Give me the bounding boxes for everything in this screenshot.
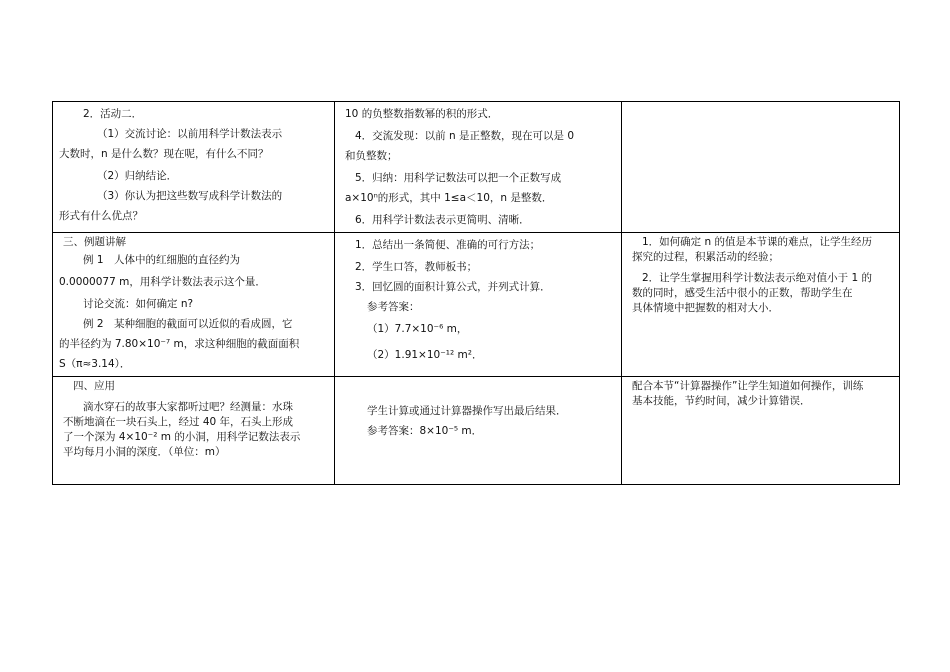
text-line: 10 的负整数指数幂的积的形式． — [345, 108, 499, 120]
section-heading: 四、应用 — [73, 380, 115, 392]
text-line: 滴水穿石的故事大家都听过吧？经测量：水珠 — [83, 401, 293, 413]
design-intent-cell — [622, 377, 900, 485]
text-line: 例 1 人体中的红细胞的直径约为 — [83, 254, 241, 266]
table-row — [53, 377, 900, 485]
lesson-plan-table — [52, 101, 900, 485]
text-line: 数的同时，感受生活中很小的正数，帮助学生在 — [632, 287, 853, 299]
text-line: 2．活动二． — [83, 108, 143, 120]
text-line: 4．交流发现：以前 n 是正整数，现在可以是 0 — [355, 130, 575, 142]
text-line: 参考答案： — [367, 301, 420, 313]
text-line: 形式有什么优点？ — [59, 210, 143, 222]
text-line: 配合本节“计算器操作”让学生知道如何操作，训练 — [632, 380, 864, 392]
text-line: 例 2 某种细胞的截面可以近似的看成圆，它 — [83, 318, 293, 330]
text-line: （2）归纳结论． — [97, 170, 178, 182]
example-cell — [53, 233, 335, 377]
text-line: 和负整数； — [345, 150, 398, 162]
design-intent-cell — [622, 102, 900, 233]
text-line: 学生计算或通过计算器操作写出最后结果． — [367, 405, 567, 417]
text-line: 6．用科学计数法表示更简明、清晰． — [355, 214, 530, 226]
text-line: 探究的过程，积累活动的经验； — [632, 251, 779, 263]
section-heading: 三、例题讲解 — [63, 236, 126, 248]
text-line: 不断地滴在一块石头上，经过 40 年，石头上形成 — [63, 416, 294, 428]
text-line: （1）交流讨论：以前用科学计数法表示 — [97, 128, 283, 140]
text-line: 大数时，n 是什么数？现在呢，有什么不同？ — [59, 148, 269, 160]
table-row — [53, 102, 900, 233]
text-line: 0.0000077 m，用科学计数法表示这个量． — [59, 276, 266, 288]
text-line: 2．让学生掌握用科学计数法表示绝对值小于 1 的 — [642, 272, 873, 284]
table-row — [53, 233, 900, 377]
text-line: 讨论交流：如何确定 n? — [83, 298, 194, 310]
text-line: 2．学生口答，教师板书； — [355, 261, 478, 273]
text-line: 5．归纳：用科学记数法可以把一个正数写成 — [355, 172, 562, 184]
design-intent-cell — [622, 233, 900, 377]
student-activity-cell — [335, 102, 622, 233]
application-cell — [53, 377, 335, 485]
text-line: 基本技能，节约时间，减少计算错误． — [632, 395, 811, 407]
answer-line: 参考答案：8×10⁻⁵ m． — [367, 425, 483, 437]
text-line: 3．回忆圆的面积计算公式，并列式计算． — [355, 281, 551, 293]
student-activity-cell — [335, 377, 622, 485]
text-line: 平均每月小洞的深度．（单位：m） — [63, 446, 226, 458]
text-line: S（π≈3.14）． — [59, 358, 131, 370]
activity-two-cell — [53, 102, 335, 233]
text-line: 具体情境中把握数的相对大小． — [632, 302, 779, 314]
text-line: 的半径约为 7.80×10⁻⁷ m，求这种细胞的截面面积 — [59, 338, 300, 350]
answer-line: （2）1.91×10⁻¹² m²． — [367, 349, 483, 361]
text-line: 1．如何确定 n 的值是本节课的难点，让学生经历 — [642, 236, 873, 248]
text-line: 了一个深为 4×10⁻² m 的小洞，用科学记数法表示 — [63, 431, 301, 443]
student-activity-cell — [335, 233, 622, 377]
answer-line: （1）7.7×10⁻⁶ m， — [367, 323, 468, 335]
text-line: a×10ⁿ的形式，其中 1≤a＜10，n 是整数． — [345, 192, 553, 204]
text-line: 1．总结出一条简便、准确的可行方法； — [355, 239, 541, 251]
text-line: （3）你认为把这些数写成科学计数法的 — [97, 190, 283, 202]
